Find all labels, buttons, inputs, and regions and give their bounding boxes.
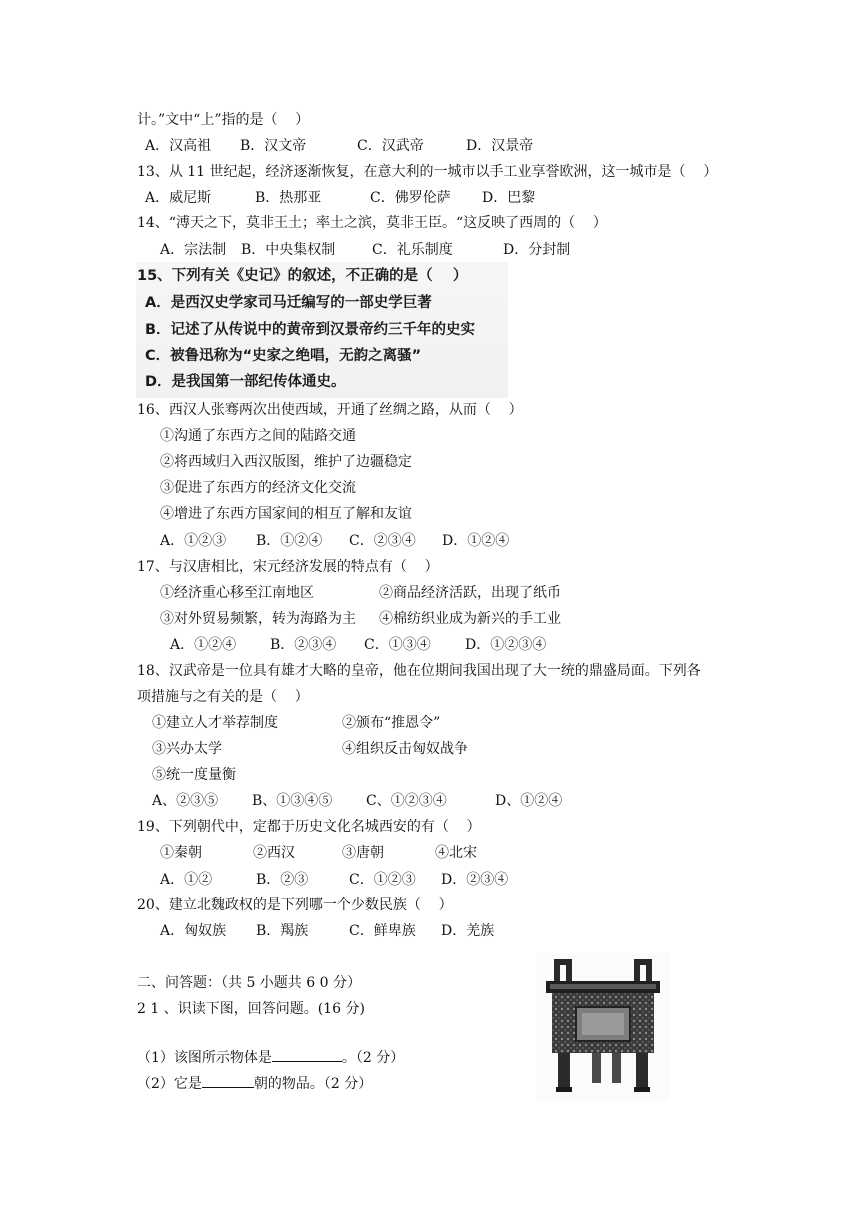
q16-option-b: B．①②④ bbox=[256, 533, 323, 549]
q15-option-c: C．被鲁迅称为“史家之绝唱，无韵之离骚” bbox=[145, 348, 422, 364]
q20-option-b: B．羯族 bbox=[256, 923, 309, 939]
q19-option-a: A．①② bbox=[160, 872, 213, 888]
q14-option-a: A．宗法制 bbox=[160, 242, 227, 258]
q19-option-c: C．①②③ bbox=[349, 872, 416, 888]
q14-stem: 14、“溥天之下，莫非王土；率土之滨，莫非王臣。“这反映了西周的（ ） bbox=[137, 215, 607, 231]
q20-option-d: D．羌族 bbox=[441, 923, 495, 939]
q15-option-b: B．记述了从传说中的黄帝到汉景帝约三千年的史实 bbox=[145, 322, 476, 338]
q19-item-2: ②西汉 bbox=[253, 845, 295, 861]
q16-item-4: ④增进了东西方国家间的相互了解和友谊 bbox=[160, 506, 412, 522]
q14-option-b: B．中央集权制 bbox=[241, 242, 336, 258]
q18-stem-line1: 18、汉武帝是一位具有雄才大略的皇帝，他在位期间我国出现了大一统的鼎盛局面。下列各 bbox=[137, 663, 701, 679]
q16-item-3: ③促进了东西方的经济文化交流 bbox=[160, 480, 356, 496]
q21-sub2-score: 朝的物品。（2 分） bbox=[253, 1076, 373, 1092]
q18-item-1: ①建立人才举荐制度 bbox=[152, 715, 278, 731]
bronze-ding-vessel-image bbox=[536, 953, 670, 1101]
q18-option-c: C、①②③④ bbox=[366, 793, 447, 809]
q16-stem: 16、西汉人张骞两次出使西域，开通了丝绸之路，从而（ ） bbox=[137, 402, 523, 418]
ding-vessel-icon bbox=[536, 953, 670, 1101]
q19-stem: 19、下列朝代中，定都于历史文化名城西安的有（ ） bbox=[137, 819, 481, 835]
q18-item-4: ④组织反击匈奴战争 bbox=[342, 741, 468, 757]
answer-blank-2[interactable] bbox=[202, 1073, 254, 1088]
q14-option-c: C．礼乐制度 bbox=[372, 242, 453, 258]
q12-option-a: A．汉高祖 bbox=[145, 138, 212, 154]
q21-sub-question-1 bbox=[137, 1047, 404, 1068]
q18-item-5: ⑤统一度量衡 bbox=[152, 767, 236, 783]
q19-item-4: ④北宋 bbox=[435, 845, 477, 861]
q19-option-b: B．②③ bbox=[256, 872, 309, 888]
q15-option-a: A．是西汉史学家司马迁编写的一部史学巨著 bbox=[145, 295, 432, 311]
q17-item-1: ①经济重心移至江南地区 bbox=[160, 585, 314, 601]
q12-stem: 计。”文中“上”指的是（ ） bbox=[137, 112, 310, 128]
q20-stem: 20、建立北魏政权的是下列哪一个少数民族（ ） bbox=[137, 897, 453, 913]
q19-option-d: D．②③④ bbox=[441, 872, 509, 888]
q18-option-d: D、①②④ bbox=[495, 793, 563, 809]
q13-stem: 13、从 11 世纪起，经济逐渐恢复，在意大利的一城市以手工业享誉欧洲，这一城市是（ ） bbox=[137, 164, 718, 180]
q21-sub-question-2 bbox=[137, 1073, 372, 1094]
q19-item-1: ①秦朝 bbox=[160, 845, 202, 861]
q16-item-2: ②将西域归入西汉版图，维护了边疆稳定 bbox=[160, 454, 412, 470]
q13-option-d: D．巴黎 bbox=[482, 190, 536, 206]
q20-option-c: C．鲜卑族 bbox=[349, 923, 416, 939]
q21-sub1-score: 。（2 分） bbox=[341, 1050, 405, 1066]
q13-option-c: C．佛罗伦萨 bbox=[370, 190, 451, 206]
q17-stem: 17、与汉唐相比，宋元经济发展的特点有（ ） bbox=[137, 559, 439, 575]
q16-option-a: A．①②③ bbox=[160, 533, 227, 549]
q15-option-d: D．是我国第一部纪传体通史。 bbox=[145, 374, 346, 390]
q20-option-a: A．匈奴族 bbox=[160, 923, 227, 939]
q21-sub2-label: （2）它是 bbox=[137, 1076, 202, 1092]
q17-option-a: A．①②④ bbox=[170, 637, 237, 653]
q12-option-d: D．汉景帝 bbox=[466, 138, 534, 154]
q17-item-4: ④棉纺织业成为新兴的手工业 bbox=[379, 611, 561, 627]
q16-item-1: ①沟通了东西方之间的陆路交通 bbox=[160, 428, 356, 444]
q21-stem: 2 1 、识读下图，回答问题。(16 分) bbox=[137, 1001, 365, 1017]
q12-option-c: C．汉武帝 bbox=[357, 138, 424, 154]
q18-item-3: ③兴办太学 bbox=[152, 741, 222, 757]
q12-option-b: B．汉文帝 bbox=[240, 138, 307, 154]
q17-option-b: B．②③④ bbox=[270, 637, 337, 653]
q14-option-d: D．分封制 bbox=[503, 242, 571, 258]
q18-option-b: B、①③④⑤ bbox=[252, 793, 333, 809]
q17-item-3: ③对外贸易频繁，转为海路为主 bbox=[160, 611, 356, 627]
q17-option-d: D．①②③④ bbox=[465, 637, 547, 653]
q21-sub1-label: （1）该图所示物体是 bbox=[137, 1050, 272, 1066]
q17-option-c: C．①③④ bbox=[364, 637, 431, 653]
q13-option-b: B．热那亚 bbox=[255, 190, 322, 206]
q18-item-2: ②颁布“推恩令” bbox=[342, 715, 441, 731]
q17-item-2: ②商品经济活跃，出现了纸币 bbox=[379, 585, 561, 601]
q18-option-a: A、②③⑤ bbox=[152, 793, 219, 809]
q13-option-a: A．威尼斯 bbox=[145, 190, 212, 206]
q16-option-d: D．①②④ bbox=[442, 533, 510, 549]
q16-option-c: C．②③④ bbox=[349, 533, 416, 549]
section-2-title: 二、问答题：（共 5 小题共 6 0 分） bbox=[137, 975, 361, 991]
q18-stem-line2: 项措施与之有关的是（ ） bbox=[137, 689, 309, 705]
answer-blank-1[interactable] bbox=[272, 1047, 342, 1062]
q19-item-3: ③唐朝 bbox=[342, 845, 384, 861]
q15-stem: 15、下列有关《史记》的叙述，不正确的是（ ） bbox=[137, 268, 468, 284]
